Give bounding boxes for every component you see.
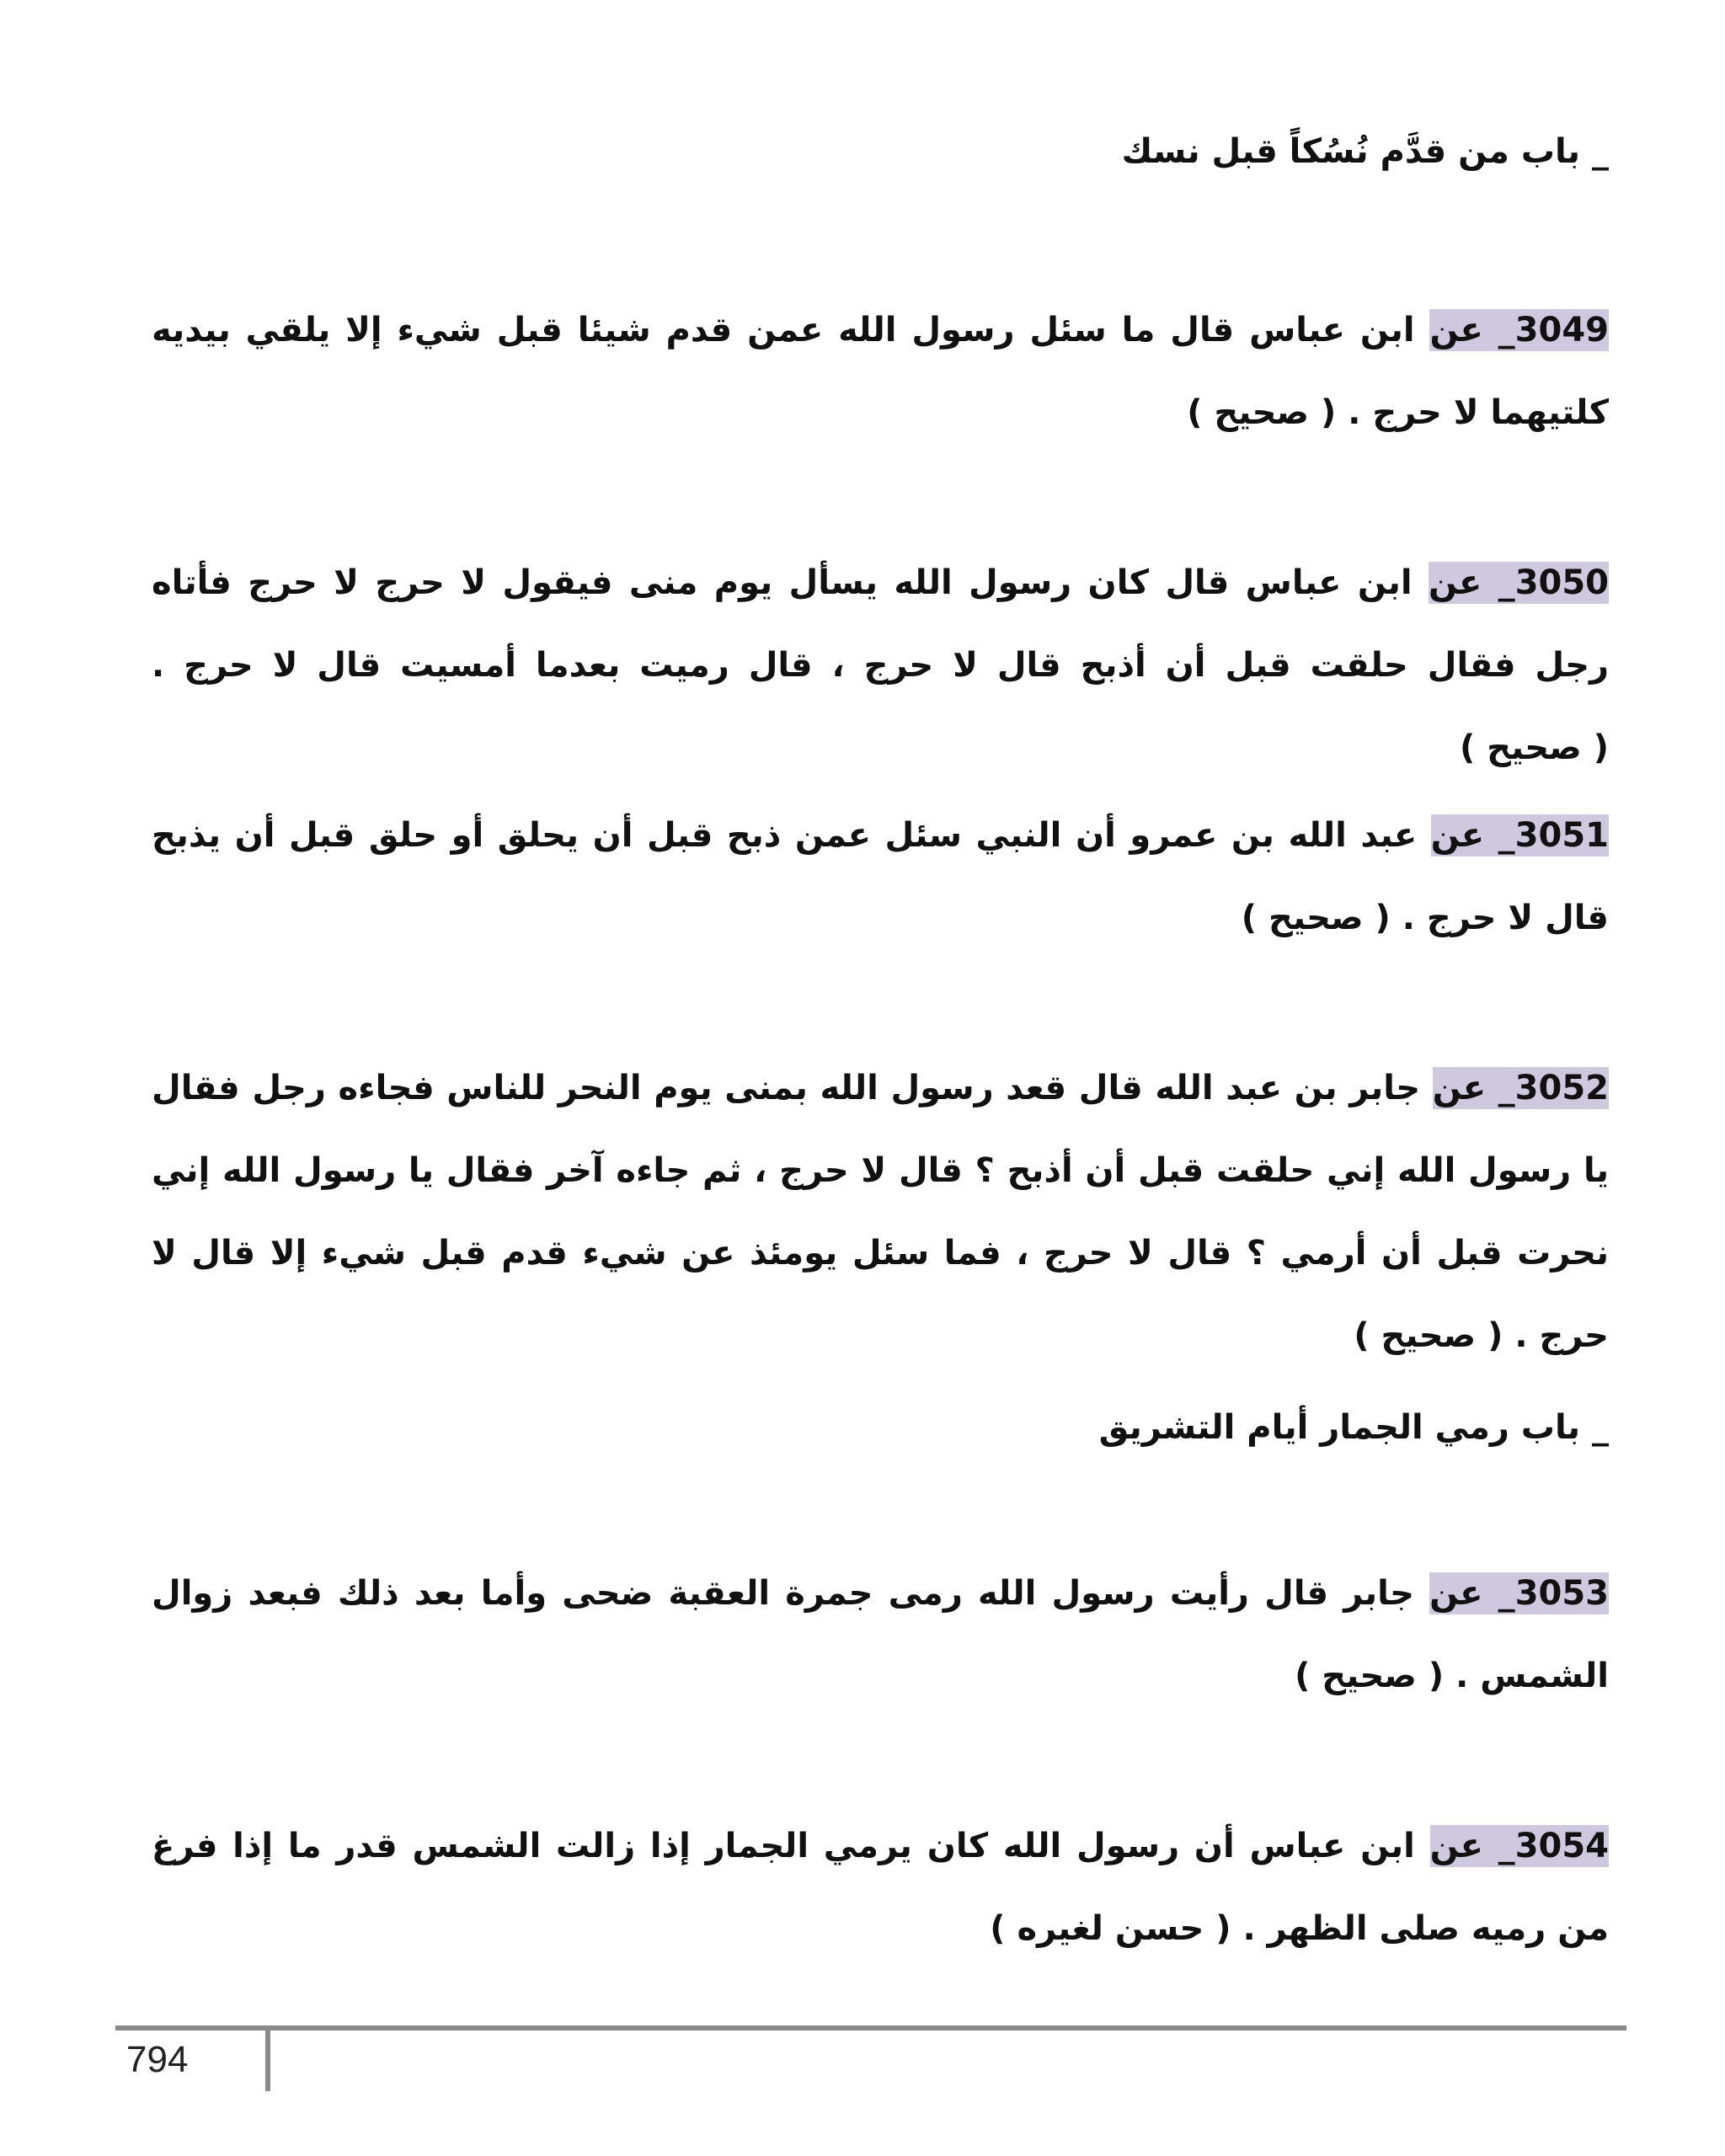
hadith-text: جابر قال رأيت رسول الله رمى جمرة العقبة ضحى وأما بعد ذلك فبعد زوال الشمس . <box>152 1574 1609 1695</box>
footer-rule <box>115 2025 1626 2031</box>
hadith-text: ابن عباس أن رسول الله كان يرمي الجمار إذا زالت الشمس قدر ما إذا فرغ من رميه صلى الظهر . <box>152 1827 1609 1948</box>
hadith-grade: ( صحيح ) <box>1295 1657 1445 1695</box>
hadith-number-marker: 3054_ عن <box>1429 1827 1610 1865</box>
hadith-number-marker: 3052_ عن <box>1432 1069 1609 1107</box>
hadith-number-marker: 3050_ عن <box>1428 563 1610 602</box>
hadith-grade: ( صحيح ) <box>1241 899 1391 937</box>
hadith-entry <box>152 1552 1609 1717</box>
hadith-entry <box>152 1805 1609 1970</box>
chapter-heading: _ باب من قدَّم نُسُكاً قبل نسك <box>1121 132 1609 171</box>
hadith-grade: ( صحيح ) <box>1459 728 1609 767</box>
hadith-grade: ( صحيح ) <box>1354 1316 1503 1355</box>
hadith-entry <box>152 794 1609 959</box>
hadith-entry <box>152 289 1609 454</box>
footer-divider <box>265 2031 270 2091</box>
hadith-text: عبد الله بن عمرو أن النبي سئل عمن ذبح قبل أن يحلق أو حلق قبل أن يذبح قال لا حرج . <box>152 816 1609 937</box>
hadith-entry <box>152 542 1609 789</box>
hadith-text: جابر بن عبد الله قال قعد رسول الله بمنى يوم النحر للناس فجاءه رجل فقال يا رسول الله إني حلقت قبل أن أذبح ؟ قال لا حرج ، ثم جاءه آخر فقال يا رسول الله إني نحرت قبل أن أرمي ؟ قال لا حرج ، فما سئل يومئذ عن شيء قدم قبل شيء إلا قال لا حرج . <box>152 1069 1609 1355</box>
hadith-grade: ( حسن لغيره ) <box>990 1909 1231 1948</box>
hadith-number-marker: 3049_ عن <box>1429 311 1609 350</box>
chapter-heading: _ باب رمي الجمار أيام التشريق <box>1098 1408 1609 1447</box>
hadith-text: ابن عباس قال ما سئل رسول الله عمن قدم شيئا قبل شيء إلا يلقي بيديه كلتيهما لا حرج . <box>152 311 1609 432</box>
page-number: 794 <box>126 2039 189 2080</box>
hadith-grade: ( صحيح ) <box>1187 393 1337 432</box>
hadith-number-marker: 3051_ عن <box>1430 816 1609 855</box>
hadith-text: ابن عباس قال كان رسول الله يسأل يوم منى فيقول لا حرج لا حرج فأتاه رجل فقال حلقت قبل أن أذبح قال لا حرج ، قال رميت بعدما أمسيت قال لا حرج . <box>152 563 1609 685</box>
hadith-number-marker: 3053_ عن <box>1429 1574 1610 1613</box>
hadith-entry <box>152 1047 1609 1377</box>
